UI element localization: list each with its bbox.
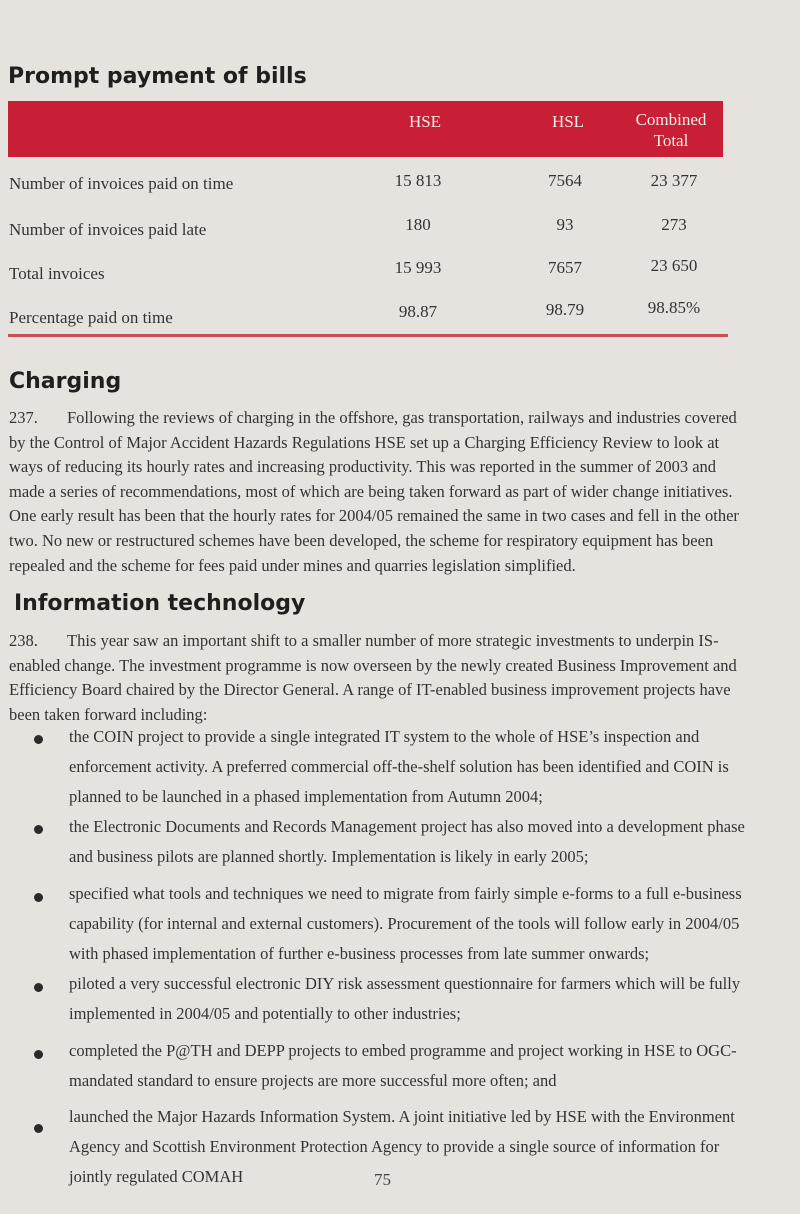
table-bottom-rule: [8, 334, 728, 337]
paragraph-text-238: This year saw an important shift to a smaller number of more strategic investments to underpin IS-enabled change. The investment programme is now overseen by the newly created Business Improvement and Efficiency Board chaired by the Director General. A range of IT-enabled business improvement projects have been taken forward including:: [9, 631, 737, 724]
paragraph-number-237: 237.: [9, 408, 38, 427]
bullet-dot: [34, 735, 43, 744]
bullet-dot: [34, 1050, 43, 1059]
cell-hsl-paid-on-time: 7564: [548, 171, 582, 190]
bullet-dot: [34, 825, 43, 834]
charging-heading: Charging: [9, 369, 122, 394]
cell-total-total-invoices: 23 650: [650, 256, 698, 275]
bullet-item-edrm: the Electronic Documents and Records Management project has also moved into a development phase and business pilots are planned shortly. Implementation is likely in early 2005;: [69, 817, 745, 866]
cell-hsl-paid-late: 93: [556, 215, 574, 234]
bullet-item-path-depp: completed the P@TH and DEPP projects to embed programme and project working in HSE to OGC-mandated standard to ensure projects are more successful more often; and: [69, 1041, 737, 1090]
paragraph-237: [9, 406, 739, 578]
bullet-dot: [34, 983, 43, 992]
bullet-item-coin: the COIN project to provide a single integrated IT system to the whole of HSE’s inspection and enforcement activity. A preferred commercial off-the-shelf solution has been identified and COIN is planned to be launched in a phased implementation from Autumn 2004;: [69, 727, 729, 806]
bullet-item-major-hazards: launched the Major Hazards Information System. A joint initiative led by HSE with the Environment Agency and Scottish Environment Protection Agency to provide a single source of information for jointly regulated COMAH: [69, 1107, 735, 1186]
bullet-dot: [34, 893, 43, 902]
information-technology-heading: Information technology: [14, 591, 306, 616]
bullet-item-e-business: specified what tools and techniques we need to migrate from fairly simple e-forms to a full e-business capability (for internal and external customers). Procurement of the tools will follow early in 2004/05 with phased implementation of further e-business processes from late summer onwards;: [69, 884, 742, 963]
column-header-hse: HSE: [408, 112, 442, 131]
cell-total-paid-on-time: 23 377: [650, 171, 698, 190]
paragraph-text-237: Following the reviews of charging in the offshore, gas transportation, railways and industries covered by the Control of Major Accident Hazards Regulations HSE set up a Charging Efficiency Review to look at ways of reducing its hourly rates and increasing productivity. This was reported in the summer of 2003 and made a series of recommendations, most of which are being taken forward as part of wider change initiatives. One early result has been that the hourly rates for 2004/05 remained the same in two cases and fell in the other two. No new or restructured schemes have been developed, the scheme for respiratory equipment has been repealed and the scheme for fees paid under mines and quarries legislation simplified.: [9, 408, 739, 575]
paragraph-238: [9, 629, 739, 727]
cell-total-percentage: 98.85%: [647, 298, 701, 317]
row-label-percentage: Percentage paid on time: [9, 308, 173, 327]
bullet-dot: [34, 1124, 43, 1133]
row-label-paid-late: Number of invoices paid late: [9, 220, 207, 239]
cell-hsl-total-invoices: 7657: [548, 258, 582, 277]
cell-hse-paid-late: 180: [405, 215, 431, 234]
page-number: 75: [374, 1170, 391, 1189]
column-header-hsl: HSL: [551, 112, 585, 131]
row-label-total-invoices: Total invoices: [9, 264, 105, 283]
cell-total-paid-late: 273: [661, 215, 687, 234]
row-label-paid-on-time: Number of invoices paid on time: [9, 174, 234, 193]
paragraph-number-238: 238.: [9, 631, 38, 650]
cell-hse-percentage: 98.87: [398, 302, 438, 321]
cell-hsl-percentage: 98.79: [545, 300, 585, 319]
bullet-item-diy-risk: piloted a very successful electronic DIY risk assessment questionnaire for farmers which will be fully implemented in 2004/05 and potentially to other industries;: [69, 974, 741, 1023]
cell-hse-total-invoices: 15 993: [394, 258, 442, 277]
cell-hse-paid-on-time: 15 813: [394, 171, 442, 190]
payment-table-header: [8, 101, 723, 157]
prompt-payment-heading: Prompt payment of bills: [8, 64, 307, 89]
column-header-combined-total: Combined Total: [635, 110, 707, 150]
